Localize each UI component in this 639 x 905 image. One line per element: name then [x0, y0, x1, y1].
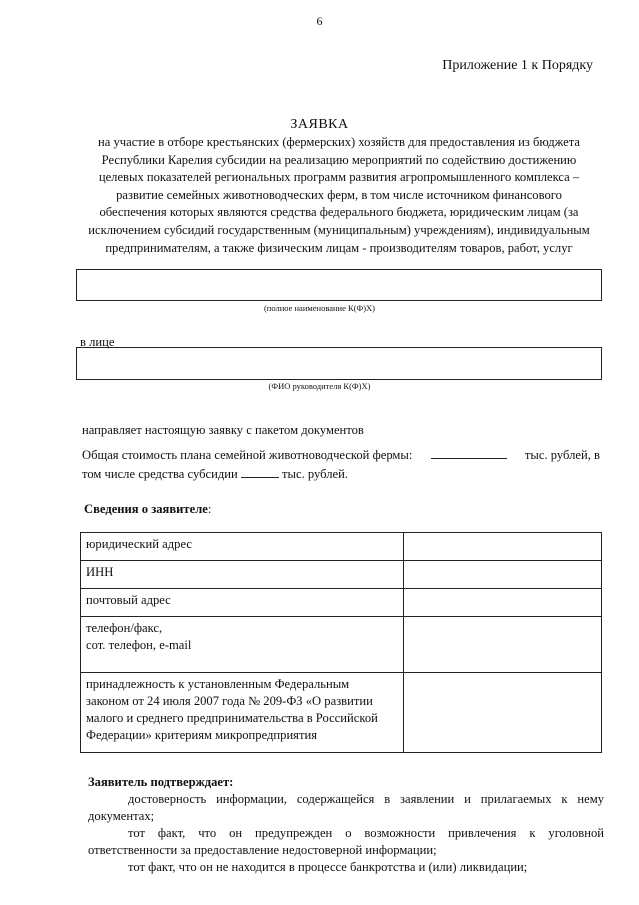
- head-name-field[interactable]: [76, 347, 602, 380]
- cost-text-1: Общая стоимость плана семейной животноводческой фермы:: [82, 448, 413, 462]
- intro-line: обеспечения которых являются средства федерального бюджета, юридическим лицам (за: [99, 205, 579, 220]
- micro-enterprise-label-line: Федерации» критериям микропредприятия: [86, 728, 318, 742]
- cost-text-4: тыс. рублей.: [282, 467, 349, 481]
- table-row: [81, 673, 602, 753]
- intro-line: развитие семейных животноводческих ферм, в том числе источником финансового: [116, 187, 562, 202]
- page-number: 6: [316, 14, 323, 28]
- table-row: [81, 589, 602, 617]
- micro-enterprise-label-line: принадлежность к установленным Федеральным: [86, 677, 350, 691]
- applicant-heading-colon: :: [207, 502, 212, 516]
- phone-value[interactable]: [404, 617, 602, 673]
- table-row: [81, 533, 602, 561]
- confirmation-heading: Заявитель подтверждает:: [88, 775, 234, 789]
- postal-address-label: почтовый адрес: [81, 589, 404, 617]
- subsidy-amount-blank[interactable]: [241, 465, 279, 478]
- phone-label-line: телефон/факс,: [86, 621, 163, 635]
- head-name-caption: (ФИО руководителя К(Ф)Х): [268, 381, 371, 391]
- applicant-info-table: [80, 532, 602, 753]
- legal-address-label: юридический адрес: [81, 533, 404, 561]
- intro-line: исключением субсидий государственным (муниципальным) учреждениям), индивидуальным: [88, 222, 590, 237]
- document-title: ЗАЯВКА: [290, 117, 349, 132]
- phone-label-line: сот. телефон, e-mail: [86, 638, 192, 652]
- legal-address-value[interactable]: [404, 533, 602, 561]
- micro-enterprise-label-line: законом от 24 июля 2007 года № 209-ФЗ «О развитии: [86, 694, 373, 708]
- confirmation-item: достоверность информации, содержащейся в заявлении и прилагаемых к нему документах;: [88, 792, 604, 823]
- cost-text-3: том числе средства субсидии: [82, 467, 238, 481]
- intro-text: [74, 134, 604, 257]
- farm-name-caption: (полное наименование К(Ф)Х): [263, 303, 376, 313]
- confirmation-section: [88, 774, 604, 876]
- table-row: [81, 561, 602, 589]
- inn-label: ИНН: [81, 561, 404, 589]
- intro-line: Республики Карелия субсидии на реализацию мероприятий по содействию достижению: [101, 152, 577, 167]
- sends-application-text: направляет настоящую заявку с пакетом документов: [82, 423, 364, 437]
- micro-enterprise-label-line: малого и среднего предпринимательства в Российской: [86, 711, 378, 725]
- postal-address-value[interactable]: [404, 589, 602, 617]
- intro-line: предпринимателям, а также физическим лицам - производителям товаров, работ, услуг: [105, 240, 573, 255]
- total-cost-blank[interactable]: [431, 446, 507, 459]
- farm-name-field[interactable]: [76, 269, 602, 301]
- appendix-label: Приложение 1 к Порядку: [442, 58, 593, 73]
- intro-line: целевых показателей региональных программ развития агропромышленного комплекса –: [98, 170, 580, 185]
- cost-paragraph: [82, 446, 600, 484]
- micro-enterprise-value[interactable]: [404, 673, 602, 753]
- table-row: [81, 617, 602, 673]
- confirmation-item: тот факт, что он не находится в процессе банкротства и (или) ликвидации;: [128, 860, 528, 874]
- inn-value[interactable]: [404, 561, 602, 589]
- micro-enterprise-label: [81, 673, 404, 753]
- confirmation-item: тот факт, что он предупрежден о возможности привлечения к уголовной ответственности за предоставление недостоверной информации;: [88, 826, 604, 857]
- phone-label: [81, 617, 404, 673]
- applicant-heading-text: Сведения о заявителе: [84, 502, 208, 516]
- applicant-heading: [84, 502, 211, 517]
- in-person-label: в лице: [80, 335, 115, 349]
- intro-line: на участие в отборе крестьянских (фермерских) хозяйств для предоставления из бюджета: [98, 135, 580, 149]
- cost-text-2: тыс. рублей, в: [524, 448, 600, 462]
